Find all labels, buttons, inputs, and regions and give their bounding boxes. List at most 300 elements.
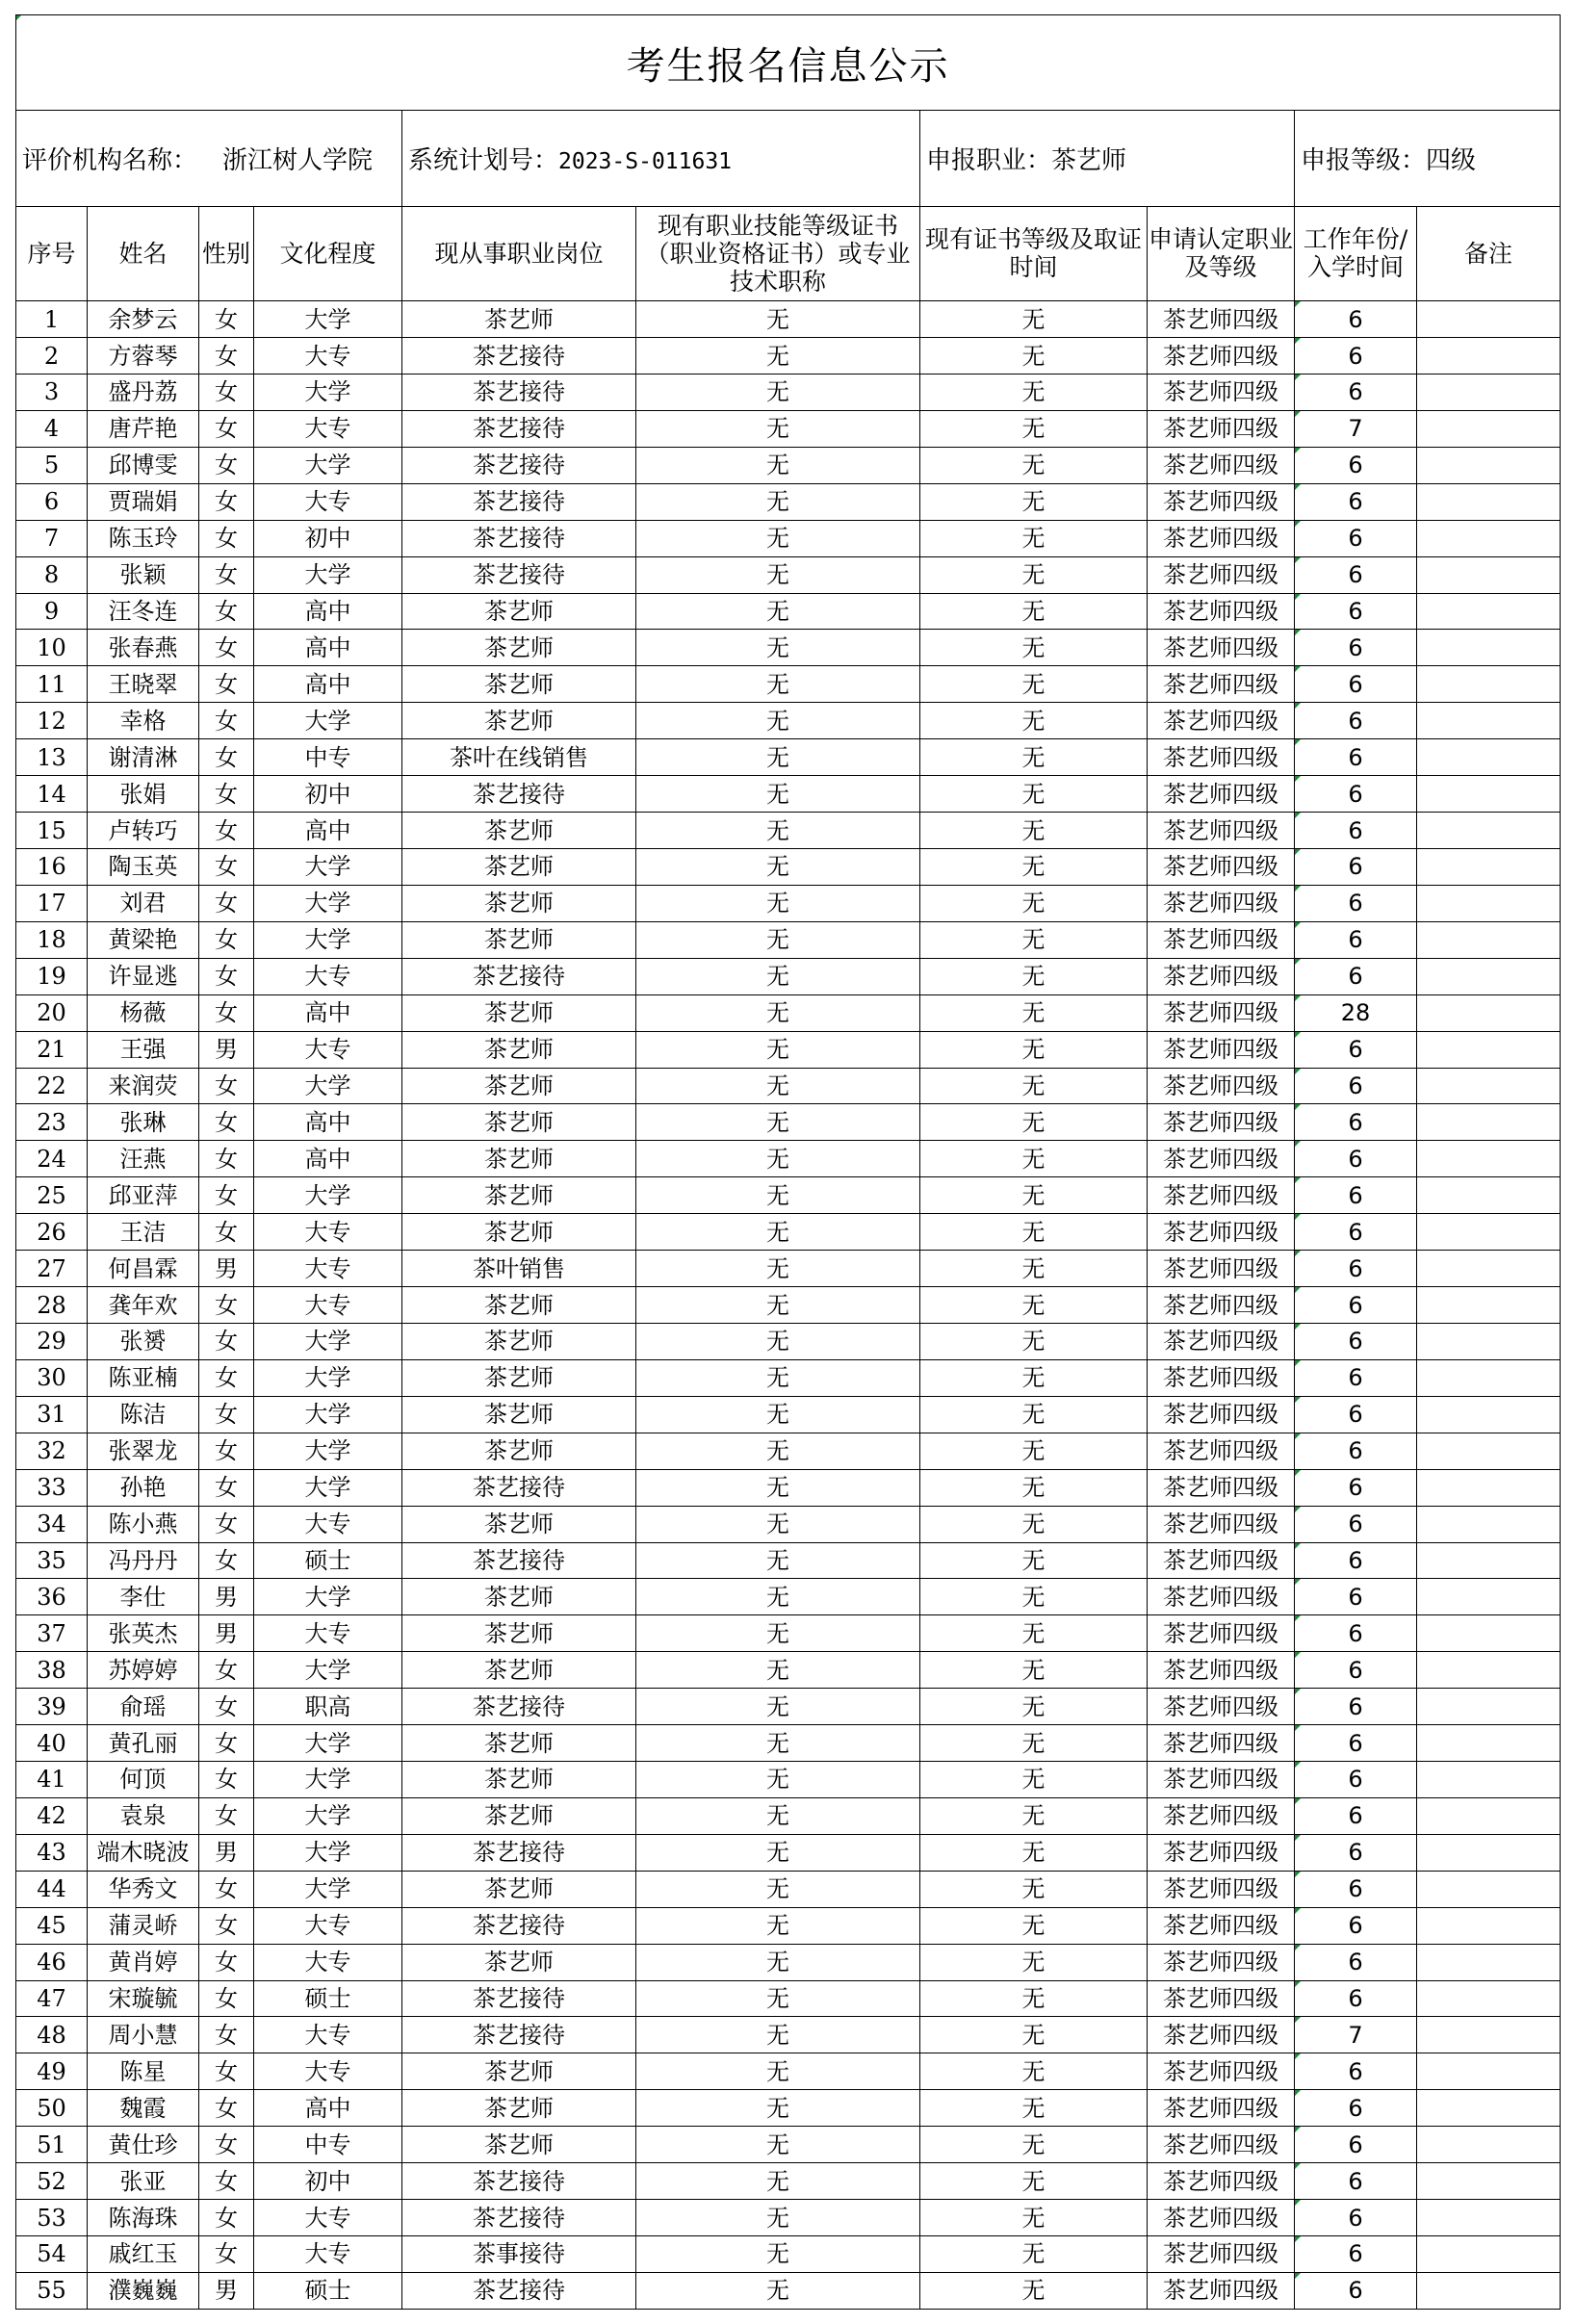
cell-work-years: 6 [1295,338,1417,374]
cell-remarks [1417,1359,1561,1396]
cell-index: 43 [16,1834,88,1871]
table-row [16,1980,1561,2017]
table-row [16,1907,1561,1944]
cell-current-certificate: 无 [636,410,920,447]
cell-certificate-level-date: 无 [920,1104,1148,1141]
cell-gender: 女 [199,1725,254,1762]
cell-work-years: 6 [1295,813,1417,849]
table-row [16,338,1561,374]
cell-name: 苏婷婷 [88,1652,199,1689]
cell-applied-occupation-level: 茶艺师四级 [1148,885,1295,921]
cell-certificate-level-date: 无 [920,1287,1148,1324]
cell-education: 职高 [254,1689,402,1725]
cell-work-years: 6 [1295,2200,1417,2236]
cell-name: 唐芹艳 [88,410,199,447]
cell-gender: 女 [199,703,254,739]
cell-applied-occupation-level: 茶艺师四级 [1148,593,1295,630]
cell-index: 31 [16,1396,88,1433]
cell-current-certificate: 无 [636,338,920,374]
cell-remarks [1417,885,1561,921]
cell-certificate-level-date: 无 [920,958,1148,994]
cell-index: 30 [16,1359,88,1396]
cell-current-job: 茶艺师 [402,1871,636,1907]
cell-current-job: 茶艺接待 [402,1834,636,1871]
cell-applied-occupation-level: 茶艺师四级 [1148,1944,1295,1980]
cell-gender: 女 [199,885,254,921]
cell-name: 邱亚萍 [88,1177,199,1214]
cell-gender: 女 [199,1141,254,1177]
table-row [16,1141,1561,1177]
cell-name: 黄仕珍 [88,2127,199,2163]
header-index: 序号 [16,206,88,300]
table-row [16,958,1561,994]
cell-current-certificate: 无 [636,813,920,849]
cell-applied-occupation-level: 茶艺师四级 [1148,813,1295,849]
cell-education: 大专 [254,410,402,447]
cell-current-job: 茶艺接待 [402,374,636,411]
cell-gender: 女 [199,1652,254,1689]
cell-remarks [1417,1506,1561,1542]
cell-index: 48 [16,2017,88,2053]
cell-certificate-level-date: 无 [920,1433,1148,1469]
cell-current-certificate: 无 [636,1944,920,1980]
cell-work-years: 6 [1295,1944,1417,1980]
cell-current-job: 茶艺师 [402,848,636,885]
cell-index: 35 [16,1542,88,1579]
cell-gender: 女 [199,1359,254,1396]
cell-current-job: 茶艺师 [402,1506,636,1542]
cell-applied-occupation-level: 茶艺师四级 [1148,2163,1295,2200]
cell-education: 大学 [254,1323,402,1359]
header-current-certificate: 现有职业技能等级证书（职业资格证书）或专业技术职称 [636,206,920,300]
cell-applied-occupation-level: 茶艺师四级 [1148,703,1295,739]
cell-applied-occupation-level: 茶艺师四级 [1148,1689,1295,1725]
cell-current-certificate: 无 [636,1141,920,1177]
cell-applied-occupation-level: 茶艺师四级 [1148,2090,1295,2127]
cell-current-job: 茶叶销售 [402,1251,636,1287]
cell-applied-occupation-level: 茶艺师四级 [1148,848,1295,885]
cell-work-years: 6 [1295,1506,1417,1542]
cell-current-certificate: 无 [636,2090,920,2127]
cell-gender: 女 [199,2090,254,2127]
cell-name: 张琳 [88,1104,199,1141]
cell-certificate-level-date: 无 [920,1579,1148,1615]
table-row [16,2053,1561,2090]
cell-remarks [1417,2090,1561,2127]
cell-gender: 女 [199,1907,254,1944]
cell-work-years: 6 [1295,1689,1417,1725]
cell-work-years: 6 [1295,1615,1417,1652]
cell-certificate-level-date: 无 [920,885,1148,921]
cell-gender: 女 [199,374,254,411]
cell-certificate-level-date: 无 [920,739,1148,776]
cell-name: 濮巍巍 [88,2272,199,2309]
table-row [16,1506,1561,1542]
cell-work-years: 6 [1295,1177,1417,1214]
table-row [16,1579,1561,1615]
cell-gender: 女 [199,1944,254,1980]
cell-applied-occupation-level: 茶艺师四级 [1148,666,1295,703]
cell-current-certificate: 无 [636,1214,920,1251]
cell-remarks [1417,2163,1561,2200]
cell-remarks [1417,2053,1561,2090]
cell-name: 黄梁艳 [88,921,199,958]
cell-current-job: 茶事接待 [402,2236,636,2273]
cell-gender: 女 [199,1068,254,1104]
cell-gender: 女 [199,2053,254,2090]
cell-name: 余梦云 [88,301,199,338]
cell-remarks [1417,666,1561,703]
cell-applied-occupation-level: 茶艺师四级 [1148,338,1295,374]
cell-current-certificate: 无 [636,1469,920,1506]
cell-remarks [1417,1396,1561,1433]
cell-work-years: 6 [1295,1141,1417,1177]
cell-applied-occupation-level: 茶艺师四级 [1148,921,1295,958]
cell-name: 陈玉玲 [88,520,199,556]
cell-current-certificate: 无 [636,2053,920,2090]
cell-applied-occupation-level: 茶艺师四级 [1148,1506,1295,1542]
cell-education: 高中 [254,630,402,666]
cell-index: 49 [16,2053,88,2090]
cell-remarks [1417,1725,1561,1762]
cell-current-certificate: 无 [636,885,920,921]
cell-remarks [1417,1104,1561,1141]
cell-certificate-level-date: 无 [920,2272,1148,2309]
cell-current-certificate: 无 [636,994,920,1031]
cell-current-job: 茶艺师 [402,593,636,630]
cell-education: 大专 [254,1907,402,1944]
cell-current-job: 茶艺接待 [402,2017,636,2053]
cell-current-certificate: 无 [636,1177,920,1214]
cell-index: 10 [16,630,88,666]
table-row [16,1031,1561,1068]
cell-certificate-level-date: 无 [920,301,1148,338]
cell-current-certificate: 无 [636,1579,920,1615]
cell-current-job: 茶艺师 [402,1068,636,1104]
cell-current-certificate: 无 [636,1506,920,1542]
cell-current-job: 茶艺接待 [402,410,636,447]
table-row [16,1944,1561,1980]
cell-gender: 女 [199,1396,254,1433]
cell-work-years: 6 [1295,1871,1417,1907]
cell-current-certificate: 无 [636,739,920,776]
cell-gender: 女 [199,1762,254,1798]
cell-remarks [1417,1251,1561,1287]
cell-current-job: 茶艺师 [402,2053,636,2090]
cell-current-job: 茶艺师 [402,1797,636,1834]
cell-work-years: 6 [1295,1797,1417,1834]
cell-current-job: 茶艺接待 [402,1542,636,1579]
cell-current-job: 茶艺师 [402,1287,636,1324]
cell-remarks [1417,1834,1561,1871]
cell-gender: 女 [199,1469,254,1506]
cell-remarks [1417,556,1561,593]
cell-gender: 女 [199,776,254,813]
cell-work-years: 7 [1295,410,1417,447]
cell-index: 13 [16,739,88,776]
cell-remarks [1417,1214,1561,1251]
cell-index: 52 [16,2163,88,2200]
cell-remarks [1417,1762,1561,1798]
cell-work-years: 6 [1295,483,1417,520]
cell-remarks [1417,1579,1561,1615]
cell-gender: 女 [199,1323,254,1359]
cell-remarks [1417,338,1561,374]
cell-current-certificate: 无 [636,1104,920,1141]
table-row [16,1762,1561,1798]
cell-work-years: 6 [1295,848,1417,885]
cell-applied-occupation-level: 茶艺师四级 [1148,739,1295,776]
table-row [16,994,1561,1031]
header-current-job: 现从事职业岗位 [402,206,636,300]
cell-index: 50 [16,2090,88,2127]
cell-current-certificate: 无 [636,2163,920,2200]
cell-certificate-level-date: 无 [920,848,1148,885]
cell-current-certificate: 无 [636,1031,920,1068]
cell-remarks [1417,593,1561,630]
cell-gender: 女 [199,556,254,593]
header-certificate-level-date: 现有证书等级及取证时间 [920,206,1148,300]
cell-work-years: 6 [1295,1579,1417,1615]
cell-current-job: 茶艺师 [402,1652,636,1689]
cell-current-job: 茶艺师 [402,1433,636,1469]
header-applied-occupation-level: 申请认定职业及等级 [1148,206,1295,300]
cell-certificate-level-date: 无 [920,703,1148,739]
cell-remarks [1417,2272,1561,2309]
cell-certificate-level-date: 无 [920,1725,1148,1762]
cell-applied-occupation-level: 茶艺师四级 [1148,1104,1295,1141]
cell-gender: 女 [199,666,254,703]
cell-work-years: 6 [1295,374,1417,411]
cell-name: 陈亚楠 [88,1359,199,1396]
cell-education: 大学 [254,1797,402,1834]
cell-education: 大学 [254,921,402,958]
level-cell [1295,111,1561,206]
cell-education: 硕士 [254,1980,402,2017]
header-remarks: 备注 [1417,206,1561,300]
registration-table [15,14,1561,2310]
cell-work-years: 6 [1295,1907,1417,1944]
table-row [16,1725,1561,1762]
cell-applied-occupation-level: 茶艺师四级 [1148,556,1295,593]
cell-name: 刘君 [88,885,199,921]
cell-index: 34 [16,1506,88,1542]
header-name: 姓名 [88,206,199,300]
cell-applied-occupation-level: 茶艺师四级 [1148,1251,1295,1287]
cell-education: 大专 [254,1287,402,1324]
cell-index: 9 [16,593,88,630]
cell-name: 王晓翠 [88,666,199,703]
cell-name: 陈洁 [88,1396,199,1433]
cell-current-job: 茶艺接待 [402,1469,636,1506]
cell-name: 来润荧 [88,1068,199,1104]
cell-remarks [1417,1177,1561,1214]
cell-work-years: 6 [1295,1251,1417,1287]
cell-name: 陈海珠 [88,2200,199,2236]
cell-applied-occupation-level: 茶艺师四级 [1148,2272,1295,2309]
cell-index: 16 [16,848,88,885]
table-row [16,1615,1561,1652]
cell-education: 硕士 [254,1542,402,1579]
cell-remarks [1417,1287,1561,1324]
cell-index: 18 [16,921,88,958]
table-row [16,1396,1561,1433]
page-title: 考生报名信息公示 [16,15,1561,111]
cell-current-job: 茶艺师 [402,1214,636,1251]
cell-gender: 女 [199,813,254,849]
cell-work-years: 6 [1295,556,1417,593]
table-row [16,776,1561,813]
cell-current-certificate: 无 [636,1980,920,2017]
cell-gender: 女 [199,1871,254,1907]
cell-education: 初中 [254,520,402,556]
cell-gender: 女 [199,2200,254,2236]
cell-certificate-level-date: 无 [920,813,1148,849]
cell-work-years: 6 [1295,1068,1417,1104]
cell-current-job: 茶艺师 [402,813,636,849]
cell-name: 许显逃 [88,958,199,994]
cell-work-years: 6 [1295,2163,1417,2200]
table-row [16,848,1561,885]
table-row [16,301,1561,338]
cell-index: 33 [16,1469,88,1506]
cell-current-certificate: 无 [636,1433,920,1469]
cell-certificate-level-date: 无 [920,1762,1148,1798]
cell-current-certificate: 无 [636,630,920,666]
cell-current-certificate: 无 [636,958,920,994]
org-value: 浙江树人学院 [222,146,374,176]
cell-name: 宋璇毓 [88,1980,199,2017]
cell-applied-occupation-level: 茶艺师四级 [1148,483,1295,520]
cell-education: 大专 [254,1615,402,1652]
cell-current-certificate: 无 [636,1287,920,1324]
cell-remarks [1417,1031,1561,1068]
cell-name: 端木晓波 [88,1834,199,1871]
table-row [16,2163,1561,2200]
cell-index: 42 [16,1797,88,1834]
cell-current-certificate: 无 [636,1396,920,1433]
cell-education: 大专 [254,2200,402,2236]
cell-name: 戚红玉 [88,2236,199,2273]
table-row [16,2090,1561,2127]
cell-remarks [1417,1652,1561,1689]
cell-current-job: 茶艺师 [402,301,636,338]
cell-applied-occupation-level: 茶艺师四级 [1148,1214,1295,1251]
cell-current-job: 茶艺接待 [402,958,636,994]
cell-name: 方蓉琴 [88,338,199,374]
cell-education: 高中 [254,2090,402,2127]
table-row [16,2272,1561,2309]
cell-index: 5 [16,447,88,483]
cell-certificate-level-date: 无 [920,1323,1148,1359]
cell-current-job: 茶艺师 [402,2090,636,2127]
cell-current-job: 茶艺师 [402,1396,636,1433]
cell-name: 王洁 [88,1214,199,1251]
occupation-cell [920,111,1295,206]
cell-index: 23 [16,1104,88,1141]
cell-gender: 男 [199,1615,254,1652]
cell-index: 24 [16,1141,88,1177]
cell-certificate-level-date: 无 [920,410,1148,447]
cell-applied-occupation-level: 茶艺师四级 [1148,776,1295,813]
cell-gender: 男 [199,1834,254,1871]
cell-remarks [1417,1433,1561,1469]
cell-remarks [1417,1980,1561,2017]
header-row [16,206,1561,300]
table-row [16,1251,1561,1287]
cell-applied-occupation-level: 茶艺师四级 [1148,520,1295,556]
cell-name: 陈小燕 [88,1506,199,1542]
cell-certificate-level-date: 无 [920,1469,1148,1506]
cell-work-years: 6 [1295,593,1417,630]
cell-certificate-level-date: 无 [920,994,1148,1031]
cell-certificate-level-date: 无 [920,1980,1148,2017]
cell-current-certificate: 无 [636,1615,920,1652]
cell-current-certificate: 无 [636,1834,920,1871]
cell-name: 张亚 [88,2163,199,2200]
cell-current-job: 茶艺师 [402,1615,636,1652]
cell-gender: 男 [199,2272,254,2309]
cell-gender: 女 [199,1689,254,1725]
cell-current-certificate: 无 [636,2272,920,2309]
cell-education: 大学 [254,301,402,338]
table-row [16,374,1561,411]
cell-work-years: 6 [1295,1542,1417,1579]
cell-index: 26 [16,1214,88,1251]
cell-work-years: 6 [1295,520,1417,556]
cell-current-job: 茶艺接待 [402,483,636,520]
cell-remarks [1417,2017,1561,2053]
cell-education: 高中 [254,1141,402,1177]
cell-gender: 女 [199,520,254,556]
cell-name: 俞瑶 [88,1689,199,1725]
cell-current-job: 茶艺接待 [402,2163,636,2200]
cell-remarks [1417,1944,1561,1980]
cell-applied-occupation-level: 茶艺师四级 [1148,2053,1295,2090]
cell-gender: 女 [199,410,254,447]
cell-current-job: 茶艺师 [402,666,636,703]
cell-remarks [1417,848,1561,885]
cell-applied-occupation-level: 茶艺师四级 [1148,1359,1295,1396]
cell-certificate-level-date: 无 [920,666,1148,703]
cell-index: 11 [16,666,88,703]
cell-applied-occupation-level: 茶艺师四级 [1148,410,1295,447]
cell-work-years: 6 [1295,739,1417,776]
cell-remarks [1417,1068,1561,1104]
cell-education: 大学 [254,1359,402,1396]
cell-index: 38 [16,1652,88,1689]
cell-index: 14 [16,776,88,813]
cell-current-job: 茶艺接待 [402,447,636,483]
plan-label: 系统计划号： [408,146,559,176]
cell-remarks [1417,1323,1561,1359]
cell-certificate-level-date: 无 [920,1615,1148,1652]
table-row [16,1068,1561,1104]
cell-work-years: 6 [1295,1031,1417,1068]
cell-current-job: 茶艺接待 [402,1907,636,1944]
level-label: 申报等级： [1301,146,1427,176]
cell-name: 张赟 [88,1323,199,1359]
cell-education: 大学 [254,1068,402,1104]
cell-certificate-level-date: 无 [920,2163,1148,2200]
cell-applied-occupation-level: 茶艺师四级 [1148,994,1295,1031]
cell-work-years: 7 [1295,2017,1417,2053]
cell-education: 大专 [254,2236,402,2273]
table-row [16,1433,1561,1469]
cell-work-years: 6 [1295,666,1417,703]
cell-education: 大专 [254,1031,402,1068]
cell-work-years: 6 [1295,1652,1417,1689]
